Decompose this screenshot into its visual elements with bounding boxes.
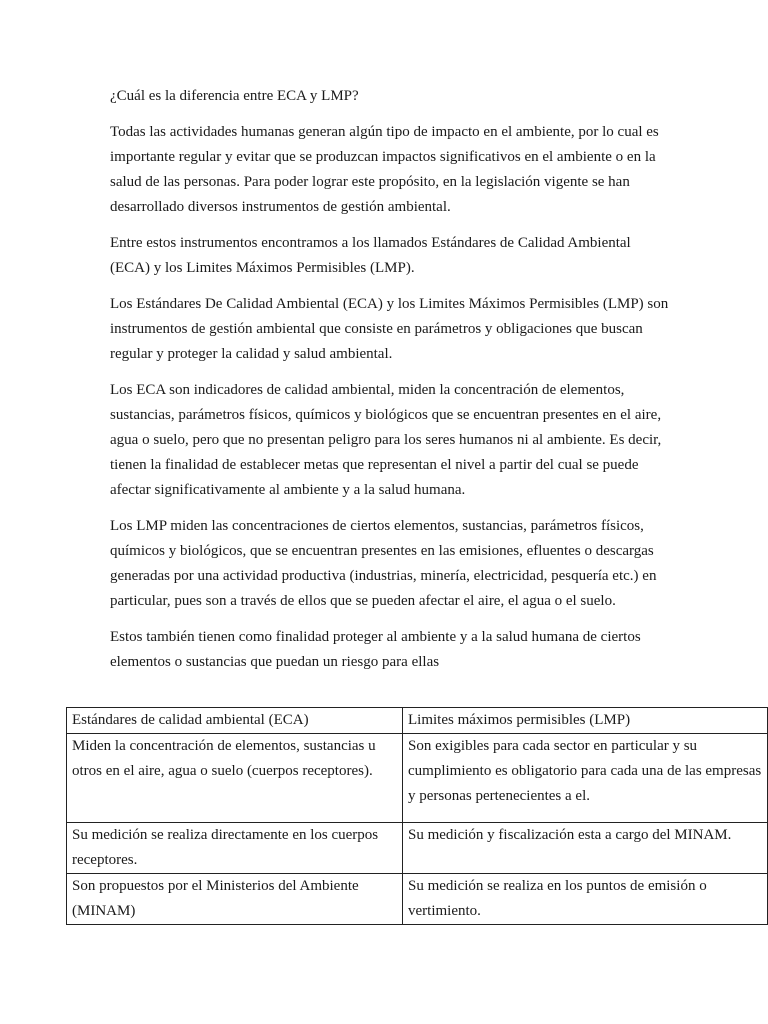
paragraph-intro: Todas las actividades humanas generan algún tipo de impacto en el ambiente, por lo cual es importante regular y evitar que se produzcan impactos significativos en el ambiente o en la salud de las personas. Para poder lograr este propósito, en la legislación vigente se han desarrollado diversos instrumentos de gestión ambiental. — [110, 124, 659, 215]
header-eca: Estándares de calidad ambiental (ECA) — [67, 708, 403, 734]
paragraph-instruments: Entre estos instrumentos encontramos a los llamados Estándares de Calidad Ambiental (ECA) y los Limites Máximos Permisibles (LMP). — [110, 235, 631, 276]
paragraph-eca: Los ECA son indicadores de calidad ambiental, miden la concentración de elementos, sustancias, parámetros físicos, químicos y biológicos que se encuentran presentes en el aire, agua o suelo, pero que no presentan peligro para los seres humanos ni al ambiente. Es decir, tienen la finalidad de establecer metas que representan el nivel a partir del cual se puede afectar significativamente al ambiente y a la salud humana. — [110, 382, 662, 498]
table-row — [67, 874, 768, 925]
table-cell: Su medición se realiza directamente en los cuerpos receptores. — [67, 823, 403, 874]
comparison-table — [66, 707, 768, 925]
table-cell: Su medición y fiscalización esta a cargo del MINAM. — [403, 823, 768, 874]
document-title: ¿Cuál es la diferencia entre ECA y LMP? — [110, 88, 359, 104]
table-header-row — [67, 708, 768, 734]
paragraph-purpose: Estos también tienen como finalidad proteger al ambiente y a la salud humana de ciertos elementos o sustancias que puedan un riesgo para ellas — [110, 629, 641, 670]
paragraph-definition: Los Estándares De Calidad Ambiental (ECA) y los Limites Máximos Permisibles (LMP) son instrumentos de gestión ambiental que consiste en parámetros y obligaciones que buscan regular y proteger la calidad y salud ambiental. — [110, 296, 669, 362]
document-body — [110, 84, 670, 686]
table-row — [67, 823, 768, 874]
header-lmp: Limites máximos permisibles (LMP) — [403, 708, 768, 734]
table-cell: Son propuestos por el Ministerios del Ambiente (MINAM) — [67, 874, 403, 925]
table-row — [67, 734, 768, 823]
table-cell: Su medición se realiza en los puntos de emisión o vertimiento. — [403, 874, 768, 925]
paragraph-lmp: Los LMP miden las concentraciones de ciertos elementos, sustancias, parámetros físicos, químicos y biológicos, que se encuentran presentes en las emisiones, efluentes o descargas generadas por una actividad productiva (industrias, minería, electricidad, pesquería etc.) en particular, pues son a través de ellos que se pueden afectar el aire, el agua o el suelo. — [110, 518, 657, 609]
table-cell: Son exigibles para cada sector en particular y su cumplimiento es obligatorio para cada una de las empresas y personas pertenecientes a el. — [403, 734, 768, 823]
table-cell: Miden la concentración de elementos, sustancias u otros en el aire, agua o suelo (cuerpos receptores). — [67, 734, 403, 823]
